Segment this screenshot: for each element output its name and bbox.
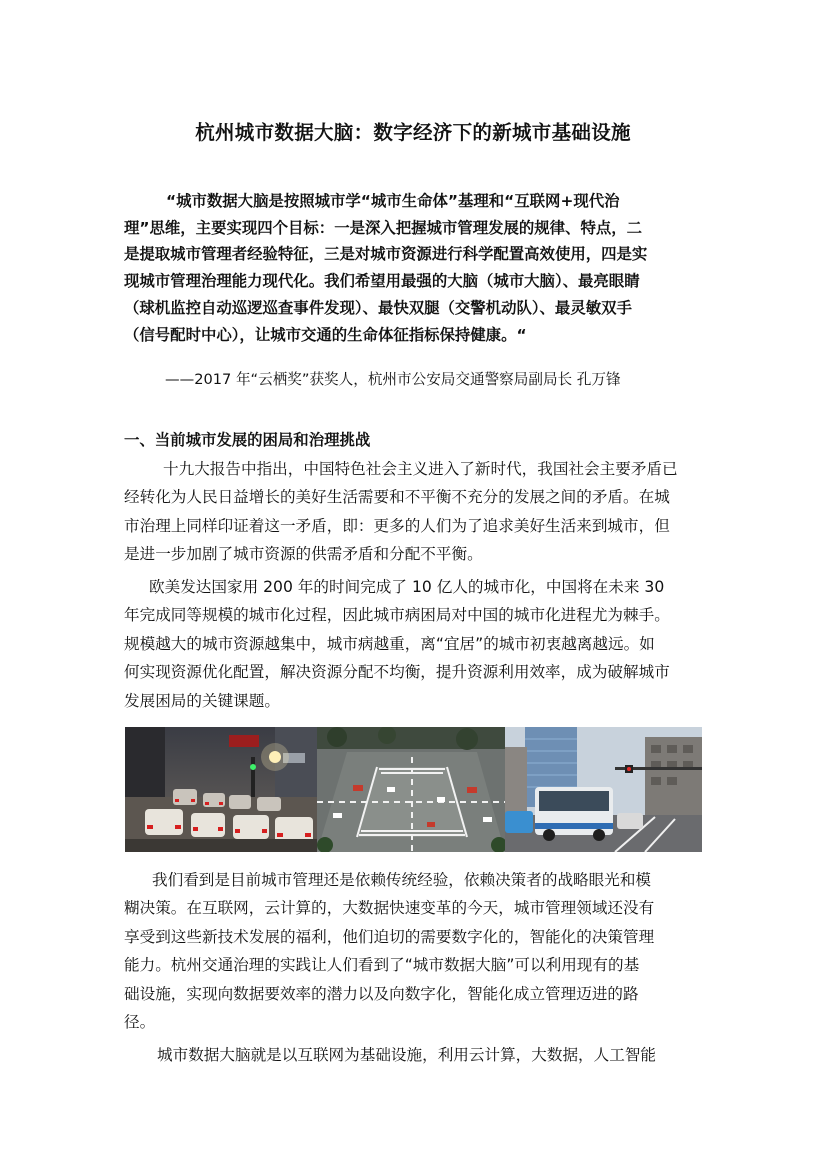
paragraph-line: 市治理上同样印证着这一矛盾，即：更多的人们为了追求美好生活来到城市，但 bbox=[124, 516, 670, 535]
paragraph-line: 经转化为人民日益增长的美好生活需要和不平衡不充分的发展之间的矛盾。在城 bbox=[124, 488, 670, 507]
paragraph-line: 何实现资源优化配置，解决资源分配不均衡，提升资源利用效率，成为破解城市 bbox=[124, 663, 670, 682]
intersection-aerial-photo bbox=[317, 727, 505, 852]
paragraph-line: 十九大报告中指出，中国特色社会主义进入了新时代，我国社会主要矛盾已 bbox=[163, 460, 678, 478]
paragraph-line: 发展困局的关键课题。 bbox=[124, 691, 280, 710]
paragraph-line: 我们看到是目前城市管理还是依赖传统经验，依赖决策者的战略眼光和模 bbox=[152, 871, 652, 889]
paragraph-line: 城市数据大脑就是以互联网为基础设施，利用云计算，大数据，人工智能 bbox=[157, 1046, 657, 1064]
paragraph-line: 享受到这些新技术发展的福利，他们迫切的需要数字化的，智能化的决策管理 bbox=[124, 927, 655, 946]
quote-line: “城市数据大脑是按照城市学“城市生命体”基理和“互联网+现代治 bbox=[166, 192, 620, 210]
traffic-photo-strip bbox=[125, 727, 702, 852]
paragraph bbox=[124, 1041, 704, 1069]
section-heading: 一、当前城市发展的困局和治理挑战 bbox=[124, 431, 371, 449]
paragraph-line: 糊决策。在互联网，云计算的，大数据快速变革的今天，城市管理领域还没有 bbox=[124, 899, 655, 918]
paragraph-line: 是进一步加剧了城市资源的供需矛盾和分配不平衡。 bbox=[124, 545, 483, 564]
quote-line: 现城市管理治理能力现代化。我们希望用最强的大脑（城市大脑）、最亮眼睛 bbox=[124, 272, 640, 291]
paragraph bbox=[124, 866, 704, 1036]
paragraph bbox=[124, 573, 704, 715]
quote-attribution: ——2017 年“云栖奖”获奖人，杭州市公安局交通警察局副局长 孔万锋 bbox=[165, 371, 621, 388]
opening-quote bbox=[124, 188, 704, 348]
paragraph-line: 础设施，实现向数据要效率的潜力以及向数字化，智能化成立管理迈进的路 bbox=[124, 984, 639, 1003]
city-bus-street-photo bbox=[505, 727, 702, 852]
traffic-jam-photo bbox=[125, 727, 317, 852]
page-title: 杭州城市数据大脑：数字经济下的新城市基础设施 bbox=[195, 121, 631, 144]
quote-line: 理”思维，主要实现四个目标：一是深入把握城市管理发展的规律、特点，二 bbox=[124, 218, 643, 237]
paragraph-line: 能力。杭州交通治理的实践让人们看到了“城市数据大脑”可以利用现有的基 bbox=[124, 956, 640, 975]
paragraph bbox=[124, 455, 704, 569]
quote-line: 是提取城市管理者经验特征，三是对城市资源进行科学配置高效使用，四是实 bbox=[124, 245, 648, 264]
paragraph-line: 径。 bbox=[124, 1013, 156, 1032]
quote-line: （信号配时中心），让城市交通的生命体征指标保持健康。“ bbox=[124, 325, 527, 344]
paragraph-line: 规模越大的城市资源越集中，城市病越重，离“宜居”的城市初衷越离越远。如 bbox=[124, 634, 655, 653]
quote-line: （球机监控自动巡逻巡查事件发现）、最快双腿（交警机动队）、最灵敏双手 bbox=[124, 298, 632, 317]
paragraph-line: 年完成同等规模的城市化过程，因此城市病困局对中国的城市化进程尤为棘手。 bbox=[124, 606, 670, 625]
paragraph-line: 欧美发达国家用 200 年的时间完成了 10 亿人的城市化，中国将在未来 30 bbox=[149, 578, 665, 596]
